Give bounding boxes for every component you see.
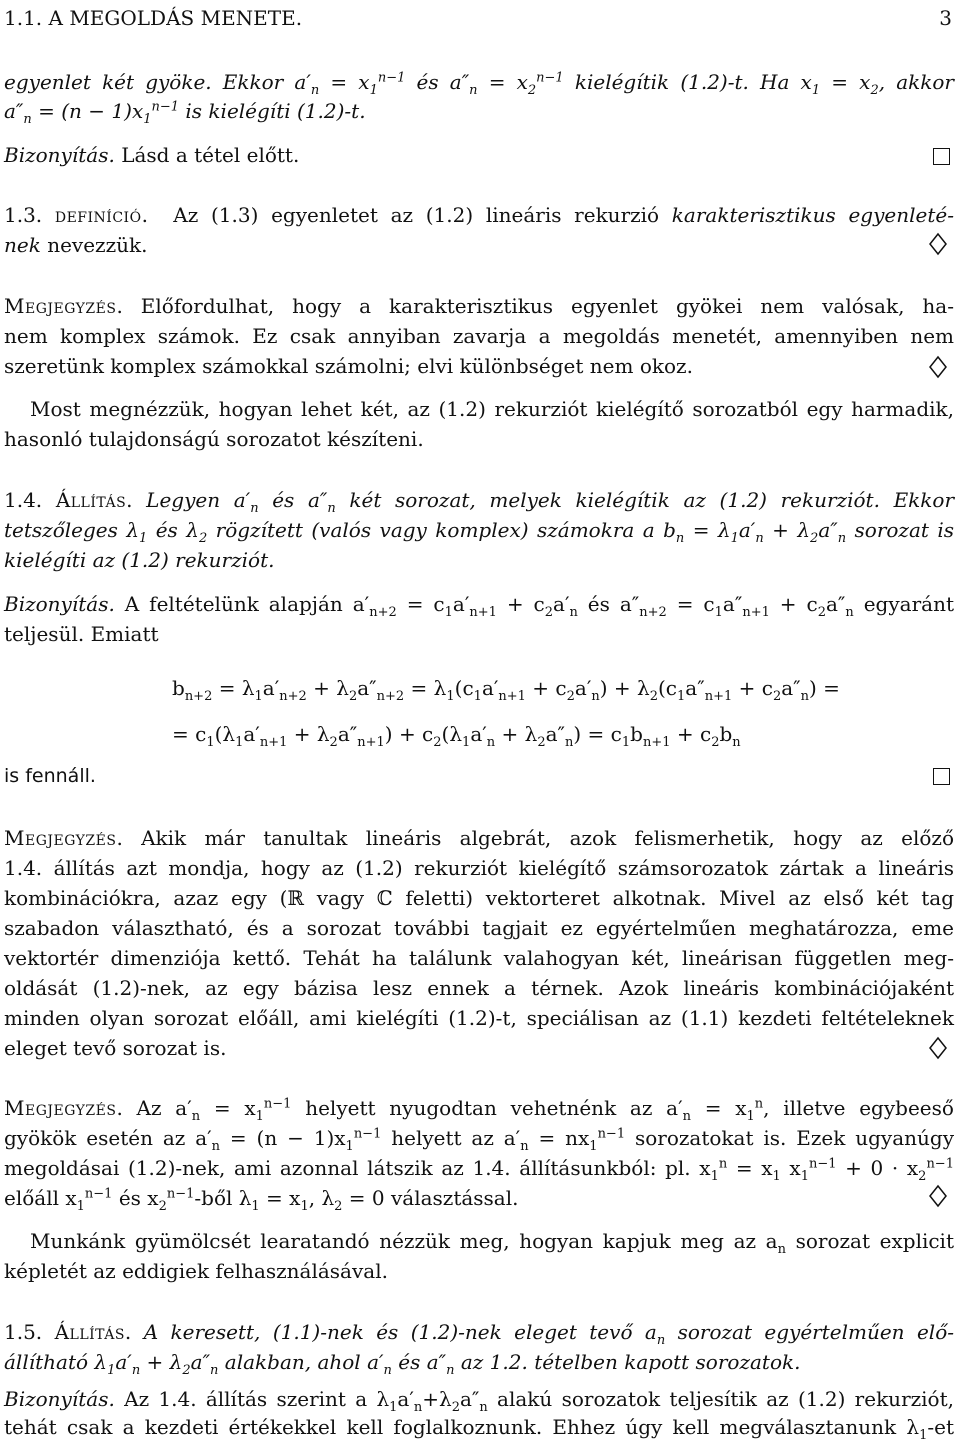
diamond-outline-icon	[926, 232, 950, 260]
text-line: Munkánk gyümölcsét learatandó nézzük meg, hogyan kapjuk meg az $a_n$ sorozat explicit	[30, 1229, 954, 1257]
diamond-outline-icon	[926, 1184, 950, 1212]
proposition-line: állítható $\lambda_1a'_n + \lambda_2a''_n$ alakban, ahol $a'_n$ és $a''_n$ az 1.2. tételben kapott sorozatok.	[4, 1350, 801, 1378]
proof-line: is fennáll.	[4, 765, 96, 787]
text-line: $a''_n = (n - 1)x_1^{n-1}$ is kielégíti (1.2)-t.	[4, 99, 366, 127]
remark-line: szabadon választható, és a sorozat további tagjait ez egyértelműen meghatározza, eme	[4, 916, 954, 940]
remark-line: kombinációkra, azaz egy (ℝ vagy ℂ feletti) vektorteret alkotnak. Mivel az első két tag	[4, 886, 954, 910]
diamond-outline-icon	[926, 1036, 950, 1064]
definition-line: 1.3. definíció. Az (1.3) egyenletet az (1.2) lineáris rekurzió karakterisztikus egyenleté-	[4, 203, 954, 227]
remark-line: Megjegyzés. Akik már tanultak lineáris algebrát, azok felismerhetik, hogy az előző	[4, 826, 954, 850]
remark-line: gyökök esetén az $a'_n = (n - 1)x_1^{n-1}$ helyett az $a'_n = nx_1^{n-1}$ sorozatokat is. Ezek ugyanúgy	[4, 1126, 955, 1154]
proposition-line: kielégíti az (1.2) rekurziót.	[4, 548, 275, 572]
page-number: 3	[939, 6, 952, 30]
remark-line: oldását (1.2)-nek, az egy bázisa lesz ennek a térnek. Azok lineáris kombinációjaként	[4, 976, 954, 1000]
remark-line: előáll $x_1^{n-1}$ és $x_2^{n-1}$-ből $\lambda_1 = x_1$, $\lambda_2 = 0$ választással.	[4, 1186, 519, 1214]
remark-line: minden olyan sorozat előáll, ami kielégíti (1.2)-t, speciálisan az (1.1) kezdeti feltételeknek	[4, 1006, 954, 1030]
remark-line: megoldásai (1.2)-nek, ami azonnal látszik az 1.4. állításunkból: pl. $x_1^n = x_1$ $x_1^{n-1} + 0 \cdot x_2^{n-1}$	[4, 1156, 954, 1184]
proof-line: Bizonyítás. A feltételünk alapján $a'_{n+2} = c_1a'_{n+1} + c_2a'_n$ és $a''_{n+2} = c_1a''_{n+1} + c_2a''_n$ egyaránt	[4, 592, 954, 620]
qed-box-icon	[933, 148, 950, 169]
remark-line: vektortér dimenziója kettő. Tehát ha találunk valahogyan két, lineárisan független meg-	[4, 946, 954, 970]
remark-line: 1.4. állítás azt mondja, hogy az (1.2) rekurziót kielégítő számsorozatok zártak a lineáris	[4, 856, 954, 880]
diamond-outline-icon	[926, 355, 950, 383]
text-line: egyenlet két gyöke. Ekkor $a'_n = x_1^{n-1}$ és $a''_n = x_2^{n-1}$ kielégítik (1.2)-t. Ha $x_1 = x_2$, akkor	[4, 70, 954, 98]
equation-line: = $c_1(\lambda_1a'_{n+1} + \lambda_2a''_{n+1}) + c_2(\lambda_1a'_n + \lambda_2a''_n) = c_1b_{n+1} + c_2b_n$	[172, 722, 741, 750]
proof-line: Bizonyítás. Lásd a tétel előtt.	[4, 143, 300, 167]
proposition-line: 1.5. Állítás. A keresett, (1.1)-nek és (1.2)-nek eleget tevő $a_n$ sorozat egyértelműen elő-	[4, 1320, 954, 1348]
remark-line: nem komplex számok. Ez csak annyiban zavarja a megoldás menetét, amennyiben nem	[4, 324, 954, 348]
equation-line: $b_{n+2} = \lambda_1a'_{n+2} + \lambda_2a''_{n+2} = \lambda_1(c_1a'_{n+1} + c_2a'_n) + \lambda_2(c_1a''_{n+1} + c_2a''_n)$ =	[172, 676, 840, 704]
text-line: Most megnézzük, hogyan lehet két, az (1.2) rekurziót kielégítő sorozatból egy harmadik,	[30, 397, 954, 421]
proof-line: teljesül. Emiatt	[4, 622, 159, 646]
definition-line: nek nevezzük.	[4, 233, 148, 257]
qed-box-icon	[933, 768, 950, 789]
remark-line: Megjegyzés. Az $a'_n = x_1^{n-1}$ helyett nyugodtan vehetnénk az $a'_n = x_1^n$, illetve egybeeső	[4, 1096, 954, 1124]
remark-line: Megjegyzés. Előfordulhat, hogy a karakterisztikus egyenlet gyökei nem valósak, ha-	[4, 294, 954, 318]
proposition-line: tetszőleges $\lambda_1$ és $\lambda_2$ rögzített (valós vagy komplex) számokra a $b_n = \lambda_1a'_n + \lambda_2a''_n$ sorozat is	[4, 518, 955, 546]
proposition-line: 1.4. Állítás. Legyen $a'_n$ és $a''_n$ két sorozat, melyek kielégítik az (1.2) rekurziót. Ekkor	[4, 488, 955, 516]
text-line: hasonló tulajdonságú sorozatot készíteni.	[4, 427, 424, 451]
remark-line: eleget tevő sorozat is.	[4, 1036, 227, 1060]
proof-line: tehát csak a kezdeti értékekkel kell foglalkoznunk. Ehhez úgy kell megválasztanunk $\lambda_1-et$	[4, 1415, 954, 1443]
proof-line: Bizonyítás. Az 1.4. állítás szerint a $\lambda_1a'_n+\lambda_2a''_n$ alakú sorozatok teljesítik az (1.2) rekurziót,	[4, 1387, 954, 1415]
running-header: 1.1. A MEGOLDÁS MENETE.	[4, 6, 303, 30]
text-line: képletét az eddigiek felhasználásával.	[4, 1259, 388, 1283]
remark-line: szeretünk komplex számokkal számolni; elvi különbséget nem okoz.	[4, 354, 693, 378]
